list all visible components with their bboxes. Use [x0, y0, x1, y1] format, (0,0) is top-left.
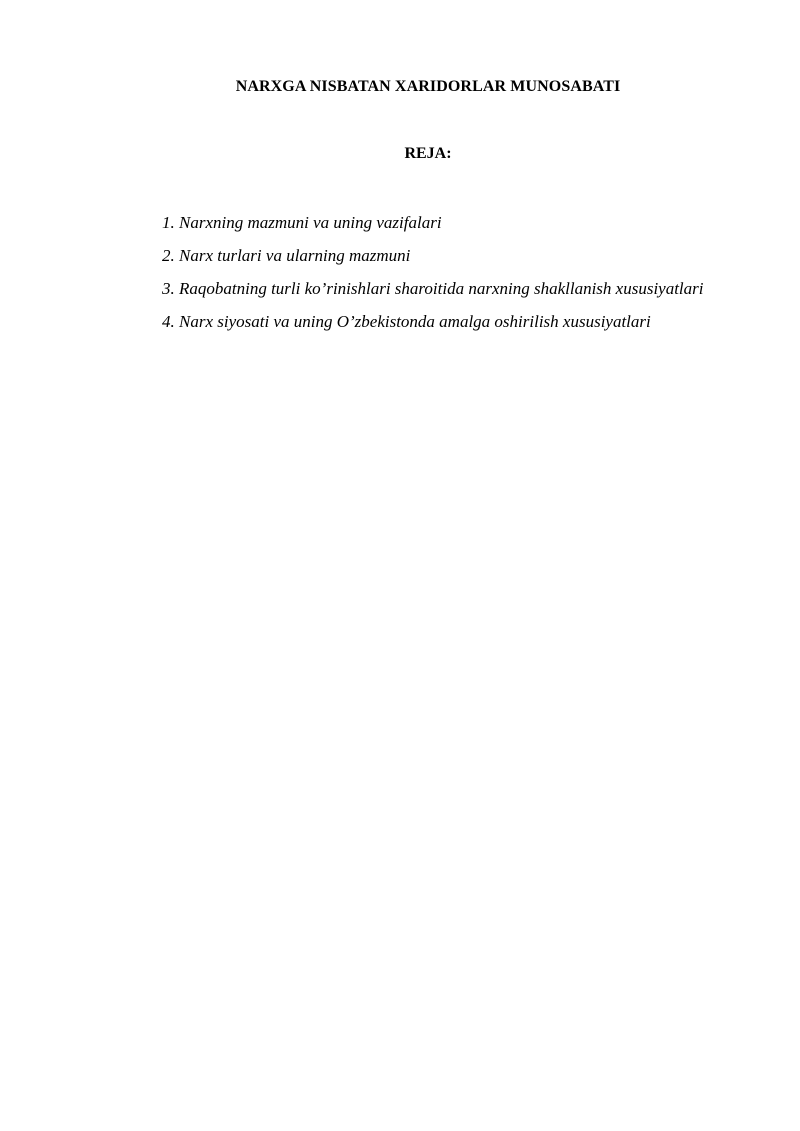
plan-item: 4. Narx siyosati va uning O’zbekistonda amalga oshirilish xususiyatlari	[162, 312, 651, 331]
document-title: NARXGA NISBATAN XARIDORLAR MUNOSABATI	[235, 78, 621, 95]
plan-list	[162, 206, 722, 338]
plan-item: 1. Narxning mazmuni va uning vazifalari	[162, 213, 442, 232]
plan-heading: REJA:	[404, 145, 452, 162]
plan-item: 2. Narx turlari va ularning mazmuni	[162, 246, 411, 265]
plan-item: 3. Raqobatning turli ko’rinishlari sharoitida narxning shakllanish xususiyatlari	[162, 279, 704, 298]
